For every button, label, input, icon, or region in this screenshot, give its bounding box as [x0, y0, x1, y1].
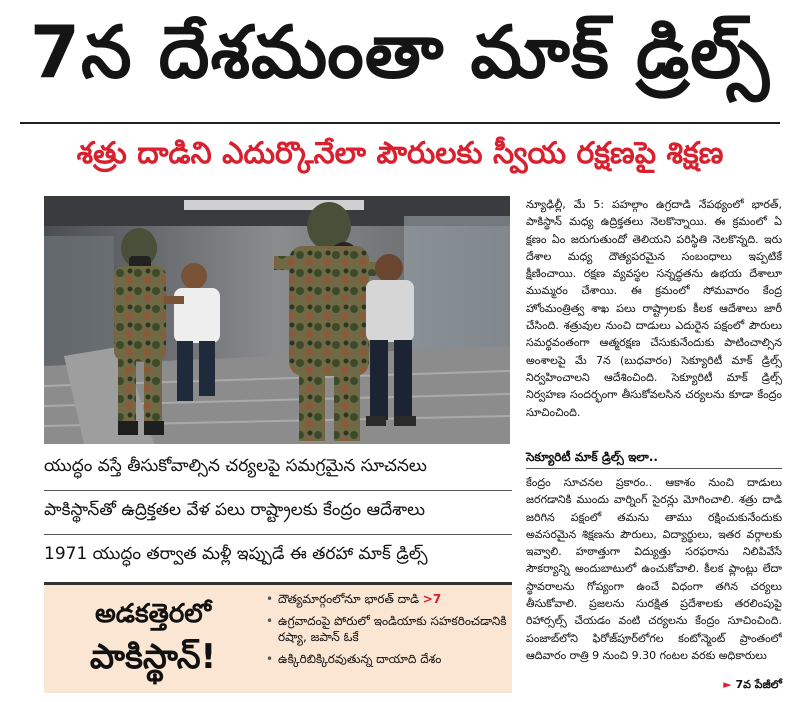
page-ref-number: 7 — [432, 592, 442, 606]
mock-drill-photo — [44, 196, 510, 444]
article-column-bottom — [526, 474, 782, 674]
summary-line-3: 1971 యుద్ధం తర్వాత మళ్లీ ఇప్పుడే ఈ తరహా మాక్ డ్రిల్స్ — [44, 544, 428, 564]
bullet-text: ఉక్కిరిబిక్కిరవుతున్న దాయాది దేశం — [278, 652, 442, 666]
summary-line-1: యుద్ధం వస్తే తీసుకోవాల్సిన చర్యలపై సమగ్రమైన సూచనలు — [44, 456, 427, 476]
article-paragraph-1: న్యూఢిల్లీ, మే 5: పహల్గాం ఉగ్రదాడి నేపథ్యంలో భారత్, పాకిస్థాన్ మధ్య ఉద్రిక్తతలు నెలకొన్నాయి. ఈ క్రమంలో ఏ క్షణం ఏం జరుగుతుందో తెలియని పరిస్థితి నెలకొన్నది. ఇరు దేశాల మధ్య దౌత్యపరమైన సంబంధాలు ఇప్పటికే క్షీణించాయి. రక్షణ వ్యవస్థల సన్నద్ధతను ఉభయ దేశాలూ ముమ్మరం చేశాయి. ఈ క్రమంలో సోమవారం కేంద్ర హోంమంత్రిత్వ శాఖ పలు రాష్ట్రాలకు కీలక ఆదేశాలు జారీ చేసింది. శత్రువుల నుంచి దాడులు ఎదురైన పక్షంలో పౌరులు సమర్థవంతంగా ఆత్మరక్షణ చేసుకునేందుకు పాటించాల్సిన అంశాలపై మే 7న (బుధవారం) సెక్యూరిటీ మాక్ డ్రిల్స్ నిర్వహించాలని ఆదేశించింది. సెక్యూరిటీ మాక్ డ్రిల్స్ నిర్వహణ సందర్భంగా తీసుకోవలసిన చర్యలను కూడా కేంద్రం సూచించింది. — [526, 198, 782, 419]
sidebar-bullets — [266, 591, 510, 673]
sidebar-box — [44, 582, 512, 693]
continue-note — [526, 676, 782, 696]
sidebar-title-line1: అడకత్తెరలో — [94, 599, 211, 629]
arrow-icon: ► — [723, 678, 732, 691]
summary-divider — [44, 490, 512, 491]
headline: 7న దేశమంతా మాక్ డ్రిల్స్ — [29, 10, 771, 94]
sidebar-bullet — [266, 651, 510, 667]
article-paragraph-2: కేంద్రం సూచనల ప్రకారం.. ఆకాశం నుంచి దాడులు జరగడానికి ముందు వార్నింగ్ సైరన్లు మోగించాలి. శత్రు దాడి జరిగిన పక్షంలో తమను తాము రక్షించుకునేందుకు అవసరమైన శిక్షణను పౌరులు, విద్యార్థులు, ఇతర వర్గాలకు ఇవ్వాలి. హఠాత్తుగా విద్యుత్తు సరఫరాను నిలిపివేసే సౌకర్యాన్ని అందుబాటులో ఉంచుకోవాలి. కీలక ప్లాంట్లు లేదా స్థావరాలను గోప్యంగా ఉంచే విధంగా తగిన చర్యలు తీసుకోవాలి. ప్రజలను సురక్షిత ప్రదేశాలకు తరలింపుపై రిహార్సల్స్ చేయడం వంటి చర్యలను కేంద్రం సూచించింది. పంజాబ్‌లోని ఫిరోజ్‌పూర్‌లోగల కంటోన్మెంట్ ప్రాంతంలో ఆదివారం రాత్రి 9 నుంచి 9.30 గంటల వరకు అధికారులు — [526, 476, 782, 662]
continue-label: 7వ పేజీలో — [735, 678, 782, 691]
sidebar-bullet — [266, 591, 510, 607]
summary-line-2: పాకిస్థాన్‌తో ఉద్రిక్తతల వేళ పలు రాష్ట్రాలకు కేంద్రం ఆదేశాలు — [44, 500, 426, 520]
article-subheading: సెక్యూరిటీ మాక్ డ్రిల్స్ ఇలా.. — [526, 450, 658, 464]
article-subheading-rule — [526, 468, 782, 469]
bullet-text: ఉగ్రవాదంపై పోరులో ఇండియాకు సహకరించడానికి రష్యా, జపాన్ ఓకే — [278, 614, 507, 644]
subheadline: శత్రు దాడిని ఎదుర్కొనేలా పౌరులకు స్వీయ రక్షణపై శిక్షణ — [76, 136, 724, 171]
summary-divider — [44, 534, 512, 535]
sidebar-bullet — [266, 613, 510, 645]
article-column-top — [526, 196, 782, 446]
continue-link[interactable] — [723, 678, 782, 691]
bullet-text: దౌత్యమార్గంలోనూ భారత్ దాడి — [278, 592, 419, 606]
sidebar-title-line2: పాకిస్థాన్! — [89, 637, 217, 677]
page-ref[interactable]: >7 — [422, 592, 442, 606]
